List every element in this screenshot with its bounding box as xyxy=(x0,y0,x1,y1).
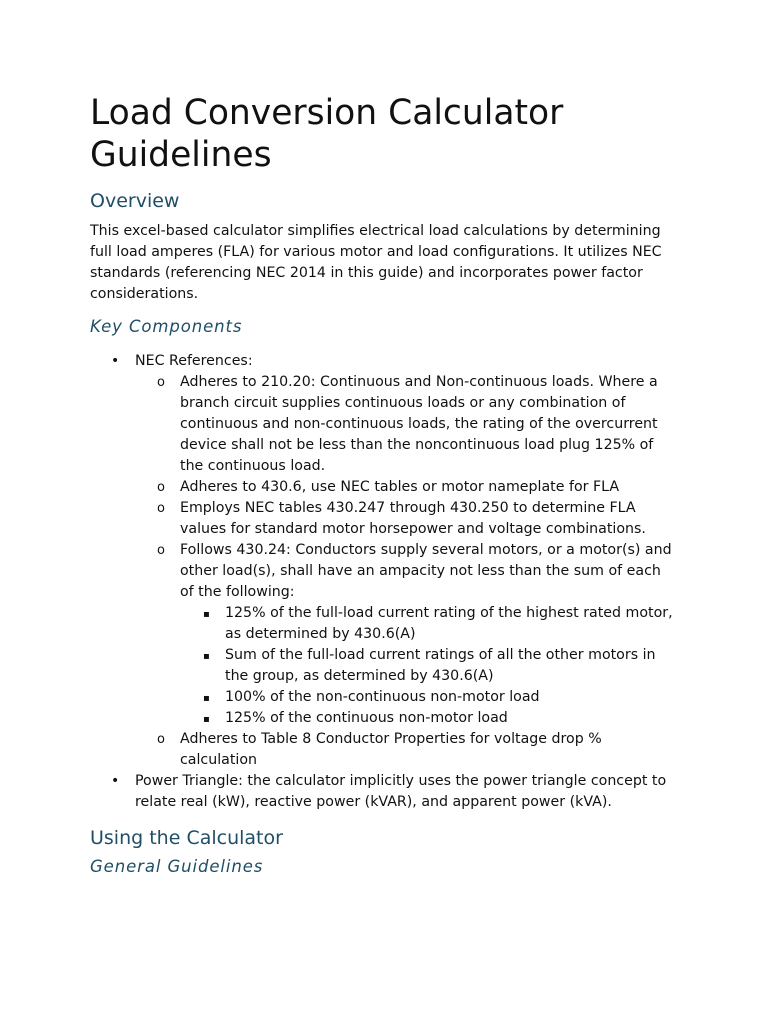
bullet-icon: o xyxy=(157,375,165,390)
list-item-text: 100% of the non-continuous non-motor load xyxy=(225,689,540,705)
list-item xyxy=(135,729,678,771)
square-bullet-icon: ▪ xyxy=(203,714,210,725)
nec-references-label: NEC References: xyxy=(135,353,253,369)
list-item xyxy=(135,498,678,540)
bullet-icon: o xyxy=(157,501,165,516)
list-item xyxy=(135,540,678,729)
ampacity-sublist xyxy=(180,603,678,729)
list-item xyxy=(180,645,678,687)
list-item-text: Adheres to Table 8 Conductor Properties for voltage drop % calculation xyxy=(180,731,602,768)
square-bullet-icon: ▪ xyxy=(203,651,210,662)
power-triangle-text: Power Triangle: the calculator implicitly uses the power triangle concept to relate real (kW), reactive power (kVAR), and apparent power (kVA). xyxy=(135,773,667,810)
list-item xyxy=(180,603,678,645)
list-item xyxy=(135,372,678,477)
list-item-text: Follows 430.24: Conductors supply several motors, or a motor(s) and other load(s), shall have an ampacity not less than the sum of each of the following: xyxy=(180,542,672,600)
list-item xyxy=(180,687,678,708)
bullet-icon: o xyxy=(157,543,165,558)
overview-text: This excel-based calculator simplifies electrical load calculations by determining full load amperes (FLA) for various motor and load configurations. It utilizes NEC standards (referencing NEC 2014 in this guide) and incorporates power factor considerations. xyxy=(90,223,662,302)
square-bullet-icon: ▪ xyxy=(203,693,210,704)
list-item-text: Employs NEC tables 430.247 through 430.250 to determine FLA values for standard motor horsepower and voltage combinations. xyxy=(180,500,646,537)
list-item xyxy=(135,477,678,498)
page-title: Load Conversion Calculator Guidelines xyxy=(90,93,564,175)
overview-heading: Overview xyxy=(90,190,180,212)
bullet-icon: o xyxy=(157,732,165,747)
list-item-text: 125% of the continuous non-motor load xyxy=(225,710,508,726)
using-calculator-heading: Using the Calculator xyxy=(90,827,283,849)
nec-references-sublist xyxy=(135,372,678,771)
bullet-icon: • xyxy=(111,773,120,789)
list-item-text: Sum of the full-load current ratings of all the other motors in the group, as determined by 430.6(A) xyxy=(225,647,656,684)
list-item-power-triangle xyxy=(90,771,678,813)
list-item-text: Adheres to 430.6, use NEC tables or motor nameplate for FLA xyxy=(180,479,620,495)
general-guidelines-heading: General Guidelines xyxy=(90,857,264,876)
square-bullet-icon: ▪ xyxy=(203,609,210,620)
key-components-list xyxy=(90,351,678,813)
bullet-icon: o xyxy=(157,480,165,495)
list-item xyxy=(180,708,678,729)
list-item-text: 125% of the full-load current rating of the highest rated motor, as determined by 430.6(A) xyxy=(225,605,673,642)
bullet-icon: • xyxy=(111,353,120,369)
key-components-heading: Key Components xyxy=(90,317,243,336)
list-item-nec-references xyxy=(90,351,678,771)
list-item-text: Adheres to 210.20: Continuous and Non-continuous loads. Where a branch circuit supplies continuous loads or any combination of continuous and non-continuous loads, the rating of the overcurrent device shall not be less than the noncontinuous load plug 125% of the continuous load. xyxy=(180,374,658,474)
